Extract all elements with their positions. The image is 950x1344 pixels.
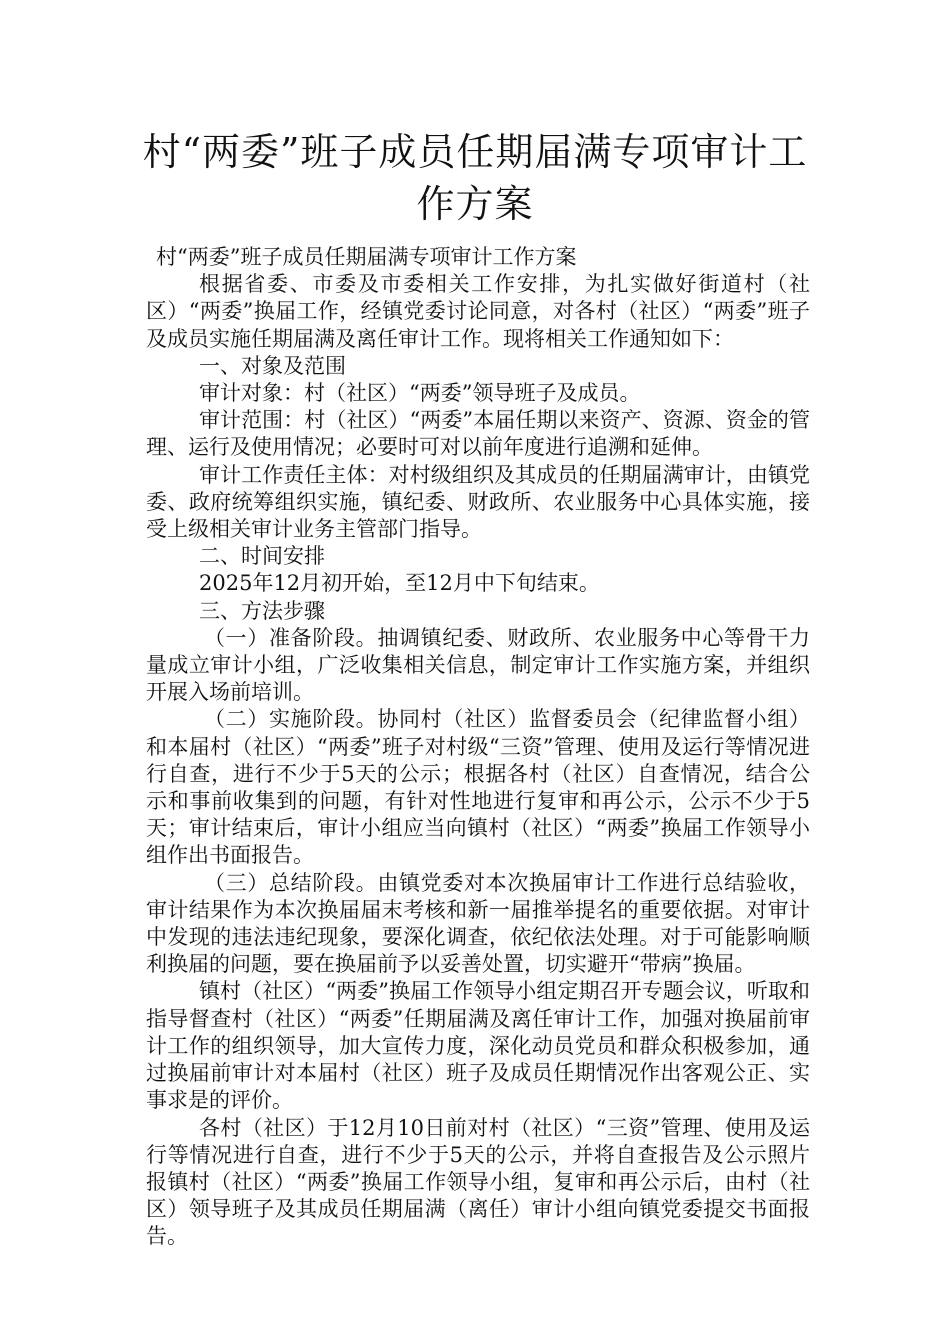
section-heading-methods: 三、方法步骤 xyxy=(199,598,325,623)
audit-object-paragraph: 审计对象：村（社区）“两委”领导班子及成员。 xyxy=(199,381,641,406)
audit-responsibility-paragraph: 审计工作责任主体：对村级组织及其成员的任期届满审计，由镇党委、政府统筹组织实施，镇纪委、财政所、农业服务中心具体实施，接受上级相关审计业务主管部门指导。 xyxy=(146,462,810,542)
intro-paragraph: 根据省委、市委及市委相关工作安排，为扎实做好街道村（社区）“两委”换届工作，经镇党委讨论同意，对各村（社区）“两委”班子及成员实施任期届满及离任审计工作。现将相关工作通知如下： xyxy=(146,272,810,351)
document-title-line-1: 村“两委”班子成员任期届满专项审计工 xyxy=(142,130,808,174)
implementation-stage-paragraph: （二）实施阶段。协同村（社区）监督委员会（纪律监督小组）和本届村（社区）“两委”班子对村级“三资”管理、使用及运行等情况进行自查，进行不少于5天的公示；根据各村（社区）自查情况，结合公示和事前收集到的问题，有针对性地进行复审和再公示，公示不少于5天；审计结束后，审计小组应当向镇村（社区）“两委”换届工作领导小组作出书面报告。 xyxy=(146,707,810,868)
schedule-paragraph: 2025年12月初开始，至12月中下旬结束。 xyxy=(199,571,600,596)
audit-scope-paragraph: 审计范围：村（社区）“两委”本届任期以来资产、资源、资金的管理、运行及使用情况；必要时可对以前年度进行追溯和延伸。 xyxy=(146,408,810,460)
leadership-group-paragraph: 镇村（社区）“两委”换届工作领导小组定期召开专题会议，听取和指导督查村（社区）“两委”任期届满及离任审计工作，加强对换届前审计工作的组织领导，加大宣传力度，深化动员党员和群众积极参加，通过换届前审计对本届村（社区）班子及成员任期情况作出客观公正、实事求是的评价。 xyxy=(146,979,810,1113)
summary-stage-paragraph: （三）总结阶段。由镇党委对本次换届审计工作进行总结验收，审计结果作为本次换届届末考核和新一届推举提名的重要依据。对审计中发现的违法违纪现象，要深化调查，依纪依法处理。对于可能影响顺利换届的问题，要在换届前予以妥善处置，切实避开“带病”换届。 xyxy=(146,870,810,977)
section-heading-scope: 一、对象及范围 xyxy=(199,353,346,378)
document-subtitle: 村“两委”班子成员任期届满专项审计工作方案 xyxy=(156,245,577,269)
document-title-line-2: 作方案 xyxy=(416,182,534,226)
section-heading-schedule: 二、时间安排 xyxy=(199,544,325,569)
self-check-paragraph: 各村（社区）于12月10日前对村（社区）“三资”管理、使用及运行等情况进行自查，进行不少于5天的公示，并将自查报告及公示照片报镇村（社区）“两委”换届工作领导小组，复审和再公示后，由村（社区）领导班子及其成员任期届满（离任）审计小组向镇党委提交书面报告。 xyxy=(146,1115,810,1249)
preparation-stage-paragraph: （一）准备阶段。抽调镇纪委、财政所、农业服务中心等骨干力量成立审计小组，广泛收集相关信息，制定审计工作实施方案，并组织开展入场前培训。 xyxy=(146,625,810,705)
document-body xyxy=(146,244,810,1251)
